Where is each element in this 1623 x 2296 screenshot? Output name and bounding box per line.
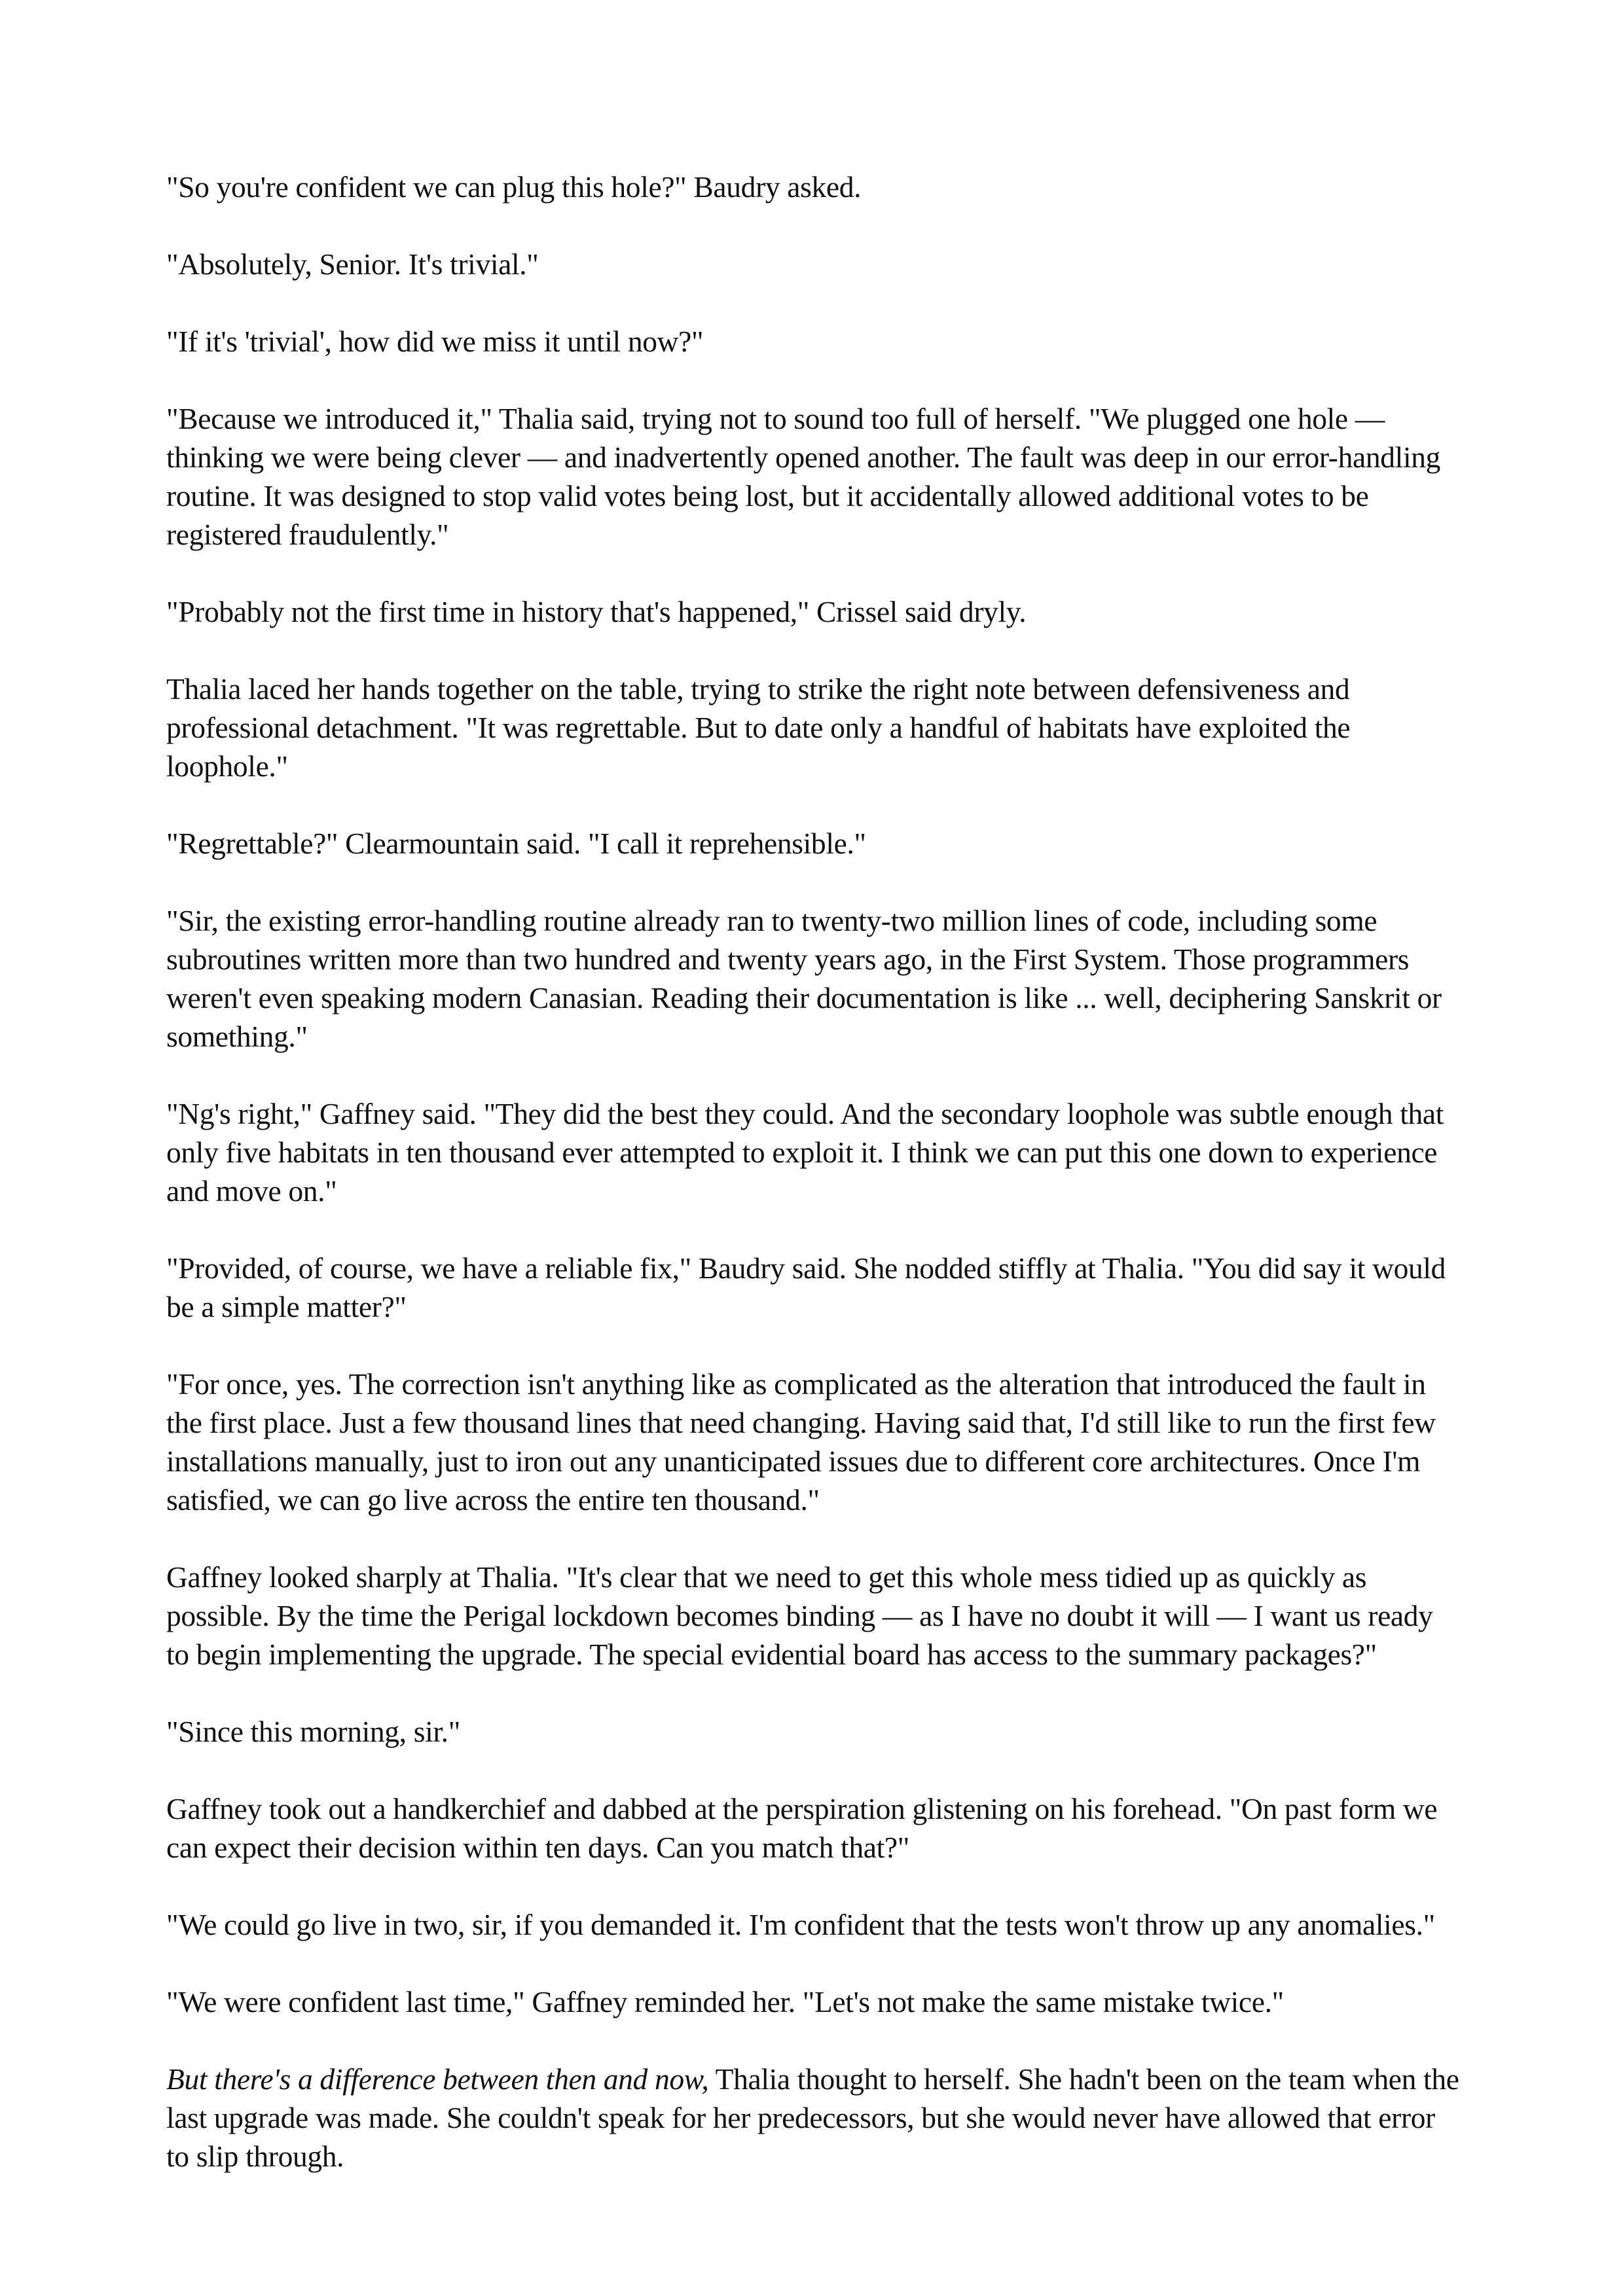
- paragraph: Thalia laced her hands together on the table, trying to strike the right note between defensiveness and professional detachment. "It was regrettable. But to date only a handful of habitats have exploited the loophole.": [166, 672, 1351, 783]
- paragraph: Gaffney took out a handkerchief and dabbed at the perspiration glistening on his forehead. "On past form we can expect their decision within ten days. Can you match that?": [166, 1792, 1438, 1864]
- paragraph: "Sir, the existing error-handling routine already ran to twenty-two million lines of code, including some subroutines written more than two hundred and twenty years ago, in the First System. Those programmers weren't even speaking modern Canasian. Reading their documentation is like ... well, deciphering Sanskrit or something.": [166, 904, 1442, 1053]
- paragraph: "We could go live in two, sir, if you demanded it. I'm confident that the tests won't throw up any anomalies.": [166, 1908, 1435, 1941]
- paragraph: "Because we introduced it," Thalia said, trying not to sound too full of herself. "We plugged one hole — thinking we were being clever — and inadvertently opened another. The fault was deep in our error-handling routine. It was designed to stop valid votes being lost, but it accidentally allowed additional votes to be registered fraudulently.": [166, 402, 1441, 551]
- paragraph: "Probably not the first time in history that's happened," Crissel said dryly.: [166, 595, 1027, 628]
- document-body: [166, 168, 1463, 2176]
- paragraph: "Absolutely, Senior. It's trivial.": [166, 247, 539, 281]
- italic-thought: But there's a difference between then and now,: [166, 2062, 709, 2096]
- final-paragraph-text: Thalia thought to herself. She hadn't been on the team when the last upgrade was made. She couldn't speak for her predecessors, but she would never have allowed that error to slip through.: [166, 2062, 1459, 2173]
- final-paragraph: [166, 2060, 1463, 2176]
- paragraph: Gaffney looked sharply at Thalia. "It's clear that we need to get this whole mess tidied up as quickly as possible. By the time the Perigal lockdown becomes binding — as I have no doubt it will — I want us ready to begin implementing the upgrade. The special evidential board has access to the summary packages?": [166, 1560, 1433, 1671]
- paragraph: "If it's 'trivial', how did we miss it until now?": [166, 325, 704, 358]
- paragraph: "We were confident last time," Gaffney reminded her. "Let's not make the same mistake twice.": [166, 1985, 1284, 2018]
- paragraph: "Ng's right," Gaffney said. "They did the best they could. And the secondary loophole was subtle enough that only five habitats in ten thousand ever attempted to exploit it. I think we can put this one down to experience and move on.": [166, 1097, 1444, 1208]
- paragraph: "So you're confident we can plug this hole?" Baudry asked.: [166, 170, 862, 204]
- paragraph: "Since this morning, sir.": [166, 1715, 460, 1748]
- paragraph: "For once, yes. The correction isn't anything like as complicated as the alteration that introduced the fault in the first place. Just a few thousand lines that need changing. Having said that, I'd still like to run the first few installations manually, just to iron out any unanticipated issues due to different core architectures. Once I'm satisfied, we can go live across the entire ten thousand.": [166, 1367, 1436, 1516]
- paragraph: "Provided, of course, we have a reliable fix," Baudry said. She nodded stiffly at Thalia. "You did say it would be a simple matter?": [166, 1251, 1446, 1323]
- paragraph: "Regrettable?" Clearmountain said. "I call it reprehensible.": [166, 827, 866, 860]
